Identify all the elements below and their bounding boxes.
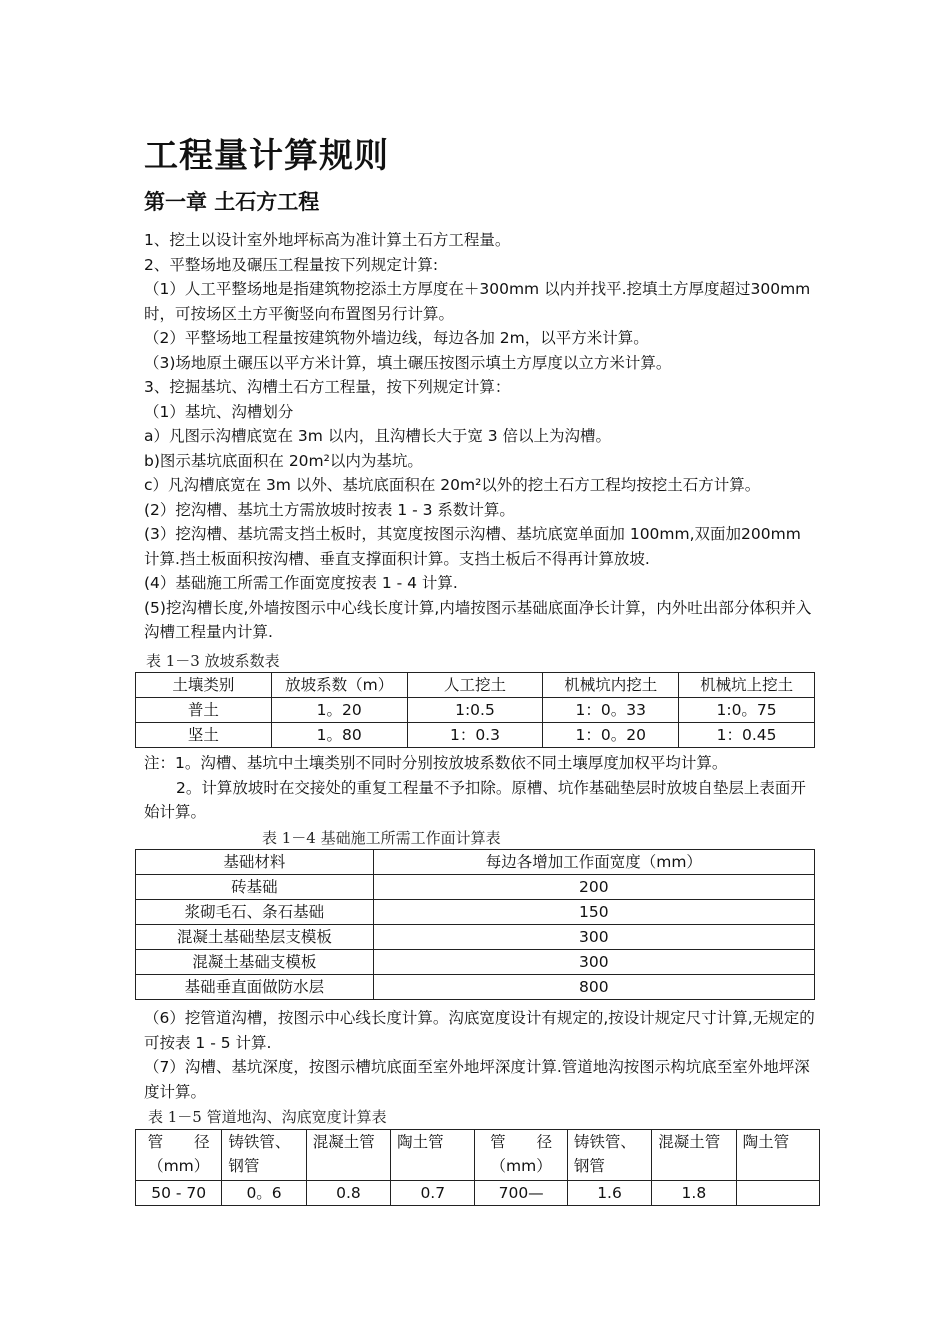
paragraph: (4）基础施工所需工作面宽度按表 1 - 4 计算.: [144, 574, 458, 592]
note: 注：1。沟槽、基坑中土壤类别不同时分别按放坡系数依不同土壤厚度加权平均计算。: [144, 754, 728, 772]
paragraph: a）凡图示沟槽底宽在 3m 以内，且沟槽长大于宽 3 倍以上为沟槽。: [144, 427, 612, 445]
table-cell: 1。20: [271, 698, 407, 723]
table-cell: 150: [373, 900, 814, 925]
table-cell: [736, 1181, 819, 1206]
table-cell: 1：0。20: [543, 723, 679, 748]
header-cell: 混凝土管: [652, 1130, 736, 1181]
table-notes: [144, 751, 816, 825]
table-1-4-caption: 表 1－4 基础施工所需工作面计算表: [262, 829, 501, 847]
header-cell: 管 径（mm）: [136, 1130, 222, 1181]
paragraph: （3)场地原土碾压以平方米计算，填土碾压按图示填土方厚度以立方米计算。: [144, 353, 672, 372]
paragraph: (2）挖沟槽、基坑土方需放坡时按表 1 - 3 系数计算。: [144, 500, 515, 519]
header-cell: 机械坑上挖土: [679, 673, 815, 698]
paragraph: （1）人工平整场地是指建筑物挖添土方厚度在＋300mm 以内并找平.挖填土方厚度超过300mm 时，可按场区土方平衡竖向布置图另行计算。: [144, 280, 811, 323]
header-cell: 每边各增加工作面宽度（mm）: [373, 850, 814, 875]
table-cell: 700—: [475, 1181, 567, 1206]
paragraph: (3）挖沟槽、基坑需支挡土板时，其宽度按图示沟槽、基坑底宽单面加 100mm,双面加200mm 计算.挡土板面积按沟槽、垂直支撑面积计算。支挡土板后不得再计算放坡.: [144, 525, 801, 568]
table-1-5-caption: 表 1－5 管道地沟、沟底宽度计算表: [148, 1108, 387, 1126]
table-cell: 1.8: [652, 1181, 736, 1206]
table-cell: 300: [373, 950, 814, 975]
header-cell: 管 径（mm）: [475, 1130, 567, 1181]
table-cell: 1：0.3: [407, 723, 543, 748]
header-cell: 陶土管: [736, 1130, 819, 1181]
table-cell: 坚土: [136, 723, 272, 748]
table-cell: 0.8: [306, 1181, 390, 1206]
paragraph: c）凡沟槽底宽在 3m 以外、基坑底面积在 20m²以外的挖土石方工程均按挖土石方计算。: [144, 476, 761, 494]
table-row: [136, 950, 815, 975]
table-cell: 300: [373, 925, 814, 950]
table-cell: 1。80: [271, 723, 407, 748]
header-cell: 铸铁管、钢管: [567, 1130, 651, 1181]
paragraph: （2）平整场地工程量按建筑物外墙边线，每边各加 2m，以平方米计算。: [144, 329, 649, 347]
header-cell: 放坡系数（m）: [271, 673, 407, 698]
table-cell: 0.7: [391, 1181, 475, 1206]
table-cell: 1:0。75: [679, 698, 815, 723]
table-cell: 800: [373, 975, 814, 1000]
table-cell: 浆砌毛石、条石基础: [136, 900, 374, 925]
table-header-row: [136, 1130, 820, 1181]
table-cell: 混凝土基础支模板: [136, 950, 374, 975]
table-row: [136, 723, 815, 748]
document-title: 工程量计算规则: [144, 136, 389, 176]
table-cell: 200: [373, 875, 814, 900]
header-cell: 基础材料: [136, 850, 374, 875]
table-cell: 砖基础: [136, 875, 374, 900]
paragraph: （6）挖管道沟槽，按图示中心线长度计算。沟底宽度设计有规定的,按设计规定尺寸计算,无规定的可按表 1 - 5 计算.: [144, 1009, 815, 1052]
paragraph: b)图示基坑底面积在 20m²以内为基坑。: [144, 451, 423, 470]
table-cell: 1：0。33: [543, 698, 679, 723]
table-1-3-caption: 表 1－3 放坡系数表: [146, 652, 280, 670]
table-cell: 基础垂直面做防水层: [136, 975, 374, 1000]
table-row: [136, 875, 815, 900]
table-row: [136, 1181, 820, 1206]
table-1-3: [135, 672, 815, 748]
body-section-b: [144, 1006, 816, 1104]
body-section-a: [144, 228, 816, 645]
table-header-row: [136, 673, 815, 698]
paragraph: （7）沟槽、基坑深度，按图示槽坑底面至室外地坪深度计算.管道地沟按图示构坑底至室外地坪深度计算。: [144, 1058, 810, 1101]
header-cell: 人工挖土: [407, 673, 543, 698]
table-1-5: [135, 1129, 820, 1206]
paragraph: 3、挖掘基坑、沟槽土石方工程量，按下列规定计算：: [144, 378, 511, 396]
header-cell: 土壤类别: [136, 673, 272, 698]
table-cell: 0。6: [222, 1181, 306, 1206]
header-cell: 机械坑内挖土: [543, 673, 679, 698]
note: 2。计算放坡时在交接处的重复工程量不予扣除。原槽、坑作基础垫层时放坡自垫层上表面开始计算。: [144, 778, 806, 821]
table-row: [136, 698, 815, 723]
header-cell: 铸铁管、钢管: [222, 1130, 306, 1181]
table-cell: 混凝土基础垫层支模板: [136, 925, 374, 950]
paragraph: 2、平整场地及碾压工程量按下列规定计算:: [144, 255, 439, 274]
table-cell: 50 - 70: [136, 1181, 222, 1206]
table-1-4: [135, 849, 815, 1000]
table-cell: 1.6: [567, 1181, 651, 1206]
header-cell: 陶土管: [391, 1130, 475, 1181]
paragraph: （1）基坑、沟槽划分: [144, 402, 294, 421]
paragraph: (5)挖沟槽长度,外墙按图示中心线长度计算,内墙按图示基础底面净长计算，内外吐出部分体积并入沟槽工程量内计算.: [144, 598, 812, 641]
paragraph: 1、挖土以设计室外地坪标高为准计算土石方工程量。: [144, 231, 511, 249]
table-cell: 1:0.5: [407, 698, 543, 723]
table-cell: 普土: [136, 698, 272, 723]
table-cell: 1：0.45: [679, 723, 815, 748]
table-row: [136, 975, 815, 1000]
header-cell: 混凝土管: [306, 1130, 390, 1181]
table-row: [136, 925, 815, 950]
table-row: [136, 900, 815, 925]
chapter-heading: 第一章 土石方工程: [144, 190, 320, 214]
table-header-row: [136, 850, 815, 875]
